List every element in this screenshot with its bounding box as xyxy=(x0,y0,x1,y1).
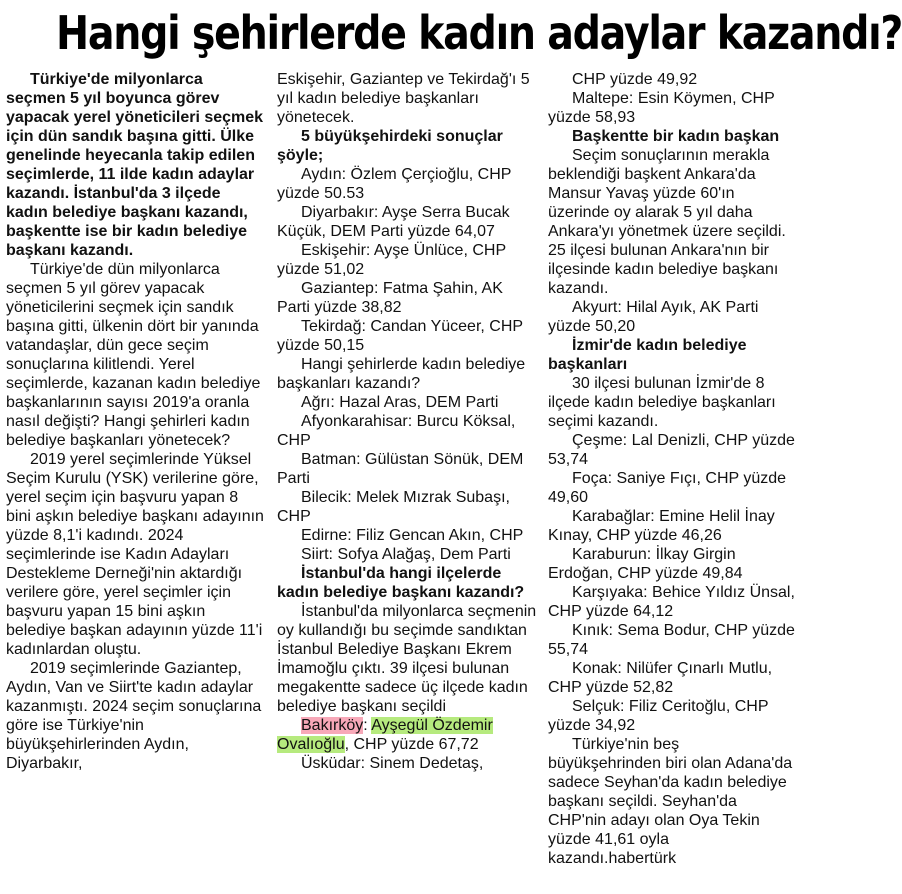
subheading: Başkentte bir kadın başkan xyxy=(572,128,780,145)
result-item: Bilecik: Melek Mızrak Subaşı, CHP xyxy=(277,489,510,525)
result-item: Diyarbakır: Ayşe Serra Bucak Küçük, DEM Parti yüzde 64,07 xyxy=(277,204,510,240)
result-rest: , CHP yüzde 67,72 xyxy=(344,736,479,753)
body-paragraph: İstanbul'da milyonlarca seçmenin oy kullandığı bu seçimde sandıktan İstanbul Belediye Başkanı Ekrem İmamoğlu çıktı. 39 ilçesi bulunan megakentte sadece üç ilçede kadın belediye başkanı seçildi xyxy=(277,603,537,715)
separator: : xyxy=(363,717,372,734)
result-item: Tekirdağ: Candan Yüceer, CHP yüzde 50,15 xyxy=(277,318,523,354)
result-item: Akyurt: Hilal Ayık, AK Parti yüzde 50,20 xyxy=(548,299,759,335)
result-item: Foça: Saniye Fıçı, CHP yüzde 49,60 xyxy=(548,470,787,506)
result-item: Eskişehir: Ayşe Ünlüce, CHP yüzde 51,02 xyxy=(277,242,506,278)
body-paragraph: 2019 seçimlerinde Gaziantep, Aydın, Van ve Siirt'te kadın adaylar kazanmıştı. 2024 seçim sonuçlarına göre ise Türkiye'nin büyükşehirlerinden Aydın, Diyarbakır, xyxy=(6,660,262,772)
highlight-district: Bakırköy xyxy=(301,717,364,734)
subheading: İstanbul'da hangi ilçelerde kadın belediye başkanı kazandı? xyxy=(277,565,525,601)
result-item: Ağrı: Hazal Aras, DEM Parti xyxy=(301,394,499,411)
subheading: İzmir'de kadın belediye başkanları xyxy=(548,337,747,373)
body-paragraph: 30 ilçesi bulunan İzmir'de 8 ilçede kadın belediye başkanları seçimi kazandı. xyxy=(548,375,776,430)
body-paragraph: Türkiye'de dün milyonlarca seçmen 5 yıl görev yapacak yöneticilerini seçmek için sandık başına gitti, ülkenin dört bir yanında vatandaşlar, dün gece seçim sonuçlarına kilitlendi. Yerel seçimlerde, kazanan kadın belediye başkanlarının sayısı 2019'a oranla nasıl değişti? Hangi şehirleri kadın belediye başkanları yönetecek? xyxy=(6,261,261,449)
body-paragraph: 2019 yerel seçimlerinde Yüksel Seçim Kurulu (YSK) verilerine göre, yerel seçim için başvuru yapan 8 bini aşkın belediye başkanı adayının yüzde 8,1'i kadındı. 2024 seçimlerinde ise Kadın Adayları Destekleme Derneği'nin aktardığı verilere göre, yerel seçimler için başvuru yapan 15 bini aşkın belediye başkan adayının yüzde 11'i kadınlardan oluştu. xyxy=(6,451,264,658)
result-item-bakirkoy xyxy=(277,716,539,754)
highlight-name: Ayşegül Özdemir xyxy=(371,717,493,734)
result-continuation: CHP yüzde 49,92 xyxy=(572,71,698,88)
result-item: Kınık: Sema Bodur, CHP yüzde 55,74 xyxy=(548,622,795,658)
body-paragraph: Eskişehir, Gaziantep ve Tekirdağ'ı 5 yıl kadın belediye başkanları yönetecek. xyxy=(277,71,530,126)
result-item: Karaburun: İlkay Girgin Erdoğan, CHP yüzde 49,84 xyxy=(548,546,743,582)
highlight-name: Ovalıoğlu xyxy=(277,736,345,753)
result-item: Karşıyaka: Behice Yıldız Ünsal, CHP yüzde 64,12 xyxy=(548,584,795,620)
result-item: Aydın: Özlem Çerçioğlu, CHP yüzde 50.53 xyxy=(277,166,512,202)
body-paragraph: Türkiye'nin beş büyükşehrinden biri olan Adana'da sadece Seyhan'da kadın belediye başkanı seçildi. Seyhan'da CHP'nin adayı olan Oya Tekin yüzde 41,61 oyla kazandı.habertürk xyxy=(548,736,793,867)
result-item: Karabağlar: Emine Helil İnay Kınay, CHP yüzde 46,26 xyxy=(548,508,775,544)
column-2 xyxy=(277,70,539,894)
subheading: 5 büyükşehirdeki sonuçlar şöyle; xyxy=(277,128,503,164)
column-1 xyxy=(6,70,266,894)
body-paragraph: Hangi şehirlerde kadın belediye başkanları kazandı? xyxy=(277,356,526,392)
result-item: Maltepe: Esin Köymen, CHP yüzde 58,93 xyxy=(548,90,775,126)
result-item: Edirne: Filiz Gencan Akın, CHP xyxy=(301,527,524,544)
result-item: Siirt: Sofya Alağaş, Dem Parti xyxy=(301,546,511,563)
body-paragraph: Seçim sonuçlarının merakla beklendiği başkent Ankara'da Mansur Yavaş yüzde 60'ın üzerinde oy alarak 5 yıl daha Ankara'yı yönetmek üzere seçildi. 25 ilçesi bulunan Ankara'nın bir ilçesinde kadın belediye başkanı kazandı. xyxy=(548,147,786,297)
result-item: Afyonkarahisar: Burcu Köksal, CHP xyxy=(277,413,516,449)
result-item: Selçuk: Filiz Ceritoğlu, CHP yüzde 34,92 xyxy=(548,698,769,734)
result-item: Batman: Gülüstan Sönük, DEM Parti xyxy=(277,451,524,487)
result-item: Gaziantep: Fatma Şahin, AK Parti yüzde 38,82 xyxy=(277,280,503,316)
headline: Hangi şehirlerde kadın adaylar kazandı? xyxy=(56,6,902,60)
result-item: Çeşme: Lal Denizli, CHP yüzde 53,74 xyxy=(548,432,795,468)
result-item: Konak: Nilüfer Çınarlı Mutlu, CHP yüzde 52,82 xyxy=(548,660,773,696)
column-3 xyxy=(548,70,796,894)
lead-paragraph: Türkiye'de milyonlarca seçmen 5 yıl boyunca görev yapacak yerel yöneticileri seçmek için dün sandık başına gitti. Ülke genelinde heyecanla takip edilen seçimlerde, 11 ilde kadın adaylar kazandı. İstanbul'da 3 ilçede kadın belediye başkanı kazandı, başkentte ise bir kadın belediye başkanı kazandı. xyxy=(6,71,264,259)
result-item: Üsküdar: Sinem Dedetaş, xyxy=(301,755,484,772)
